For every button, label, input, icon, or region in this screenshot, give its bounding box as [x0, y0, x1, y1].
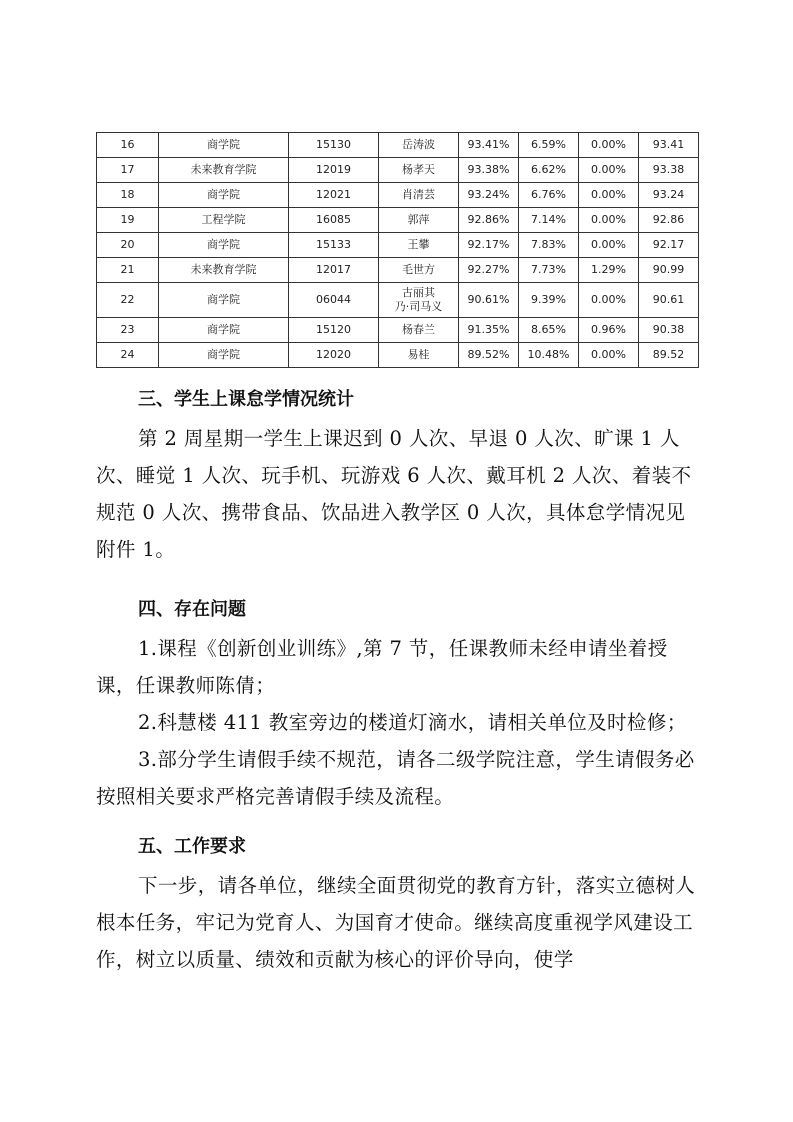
name-line: 易桂	[407, 348, 430, 361]
section4-heading: 四、存在问题	[138, 599, 246, 620]
table-row	[97, 318, 699, 343]
cell-rate2: 6.59%	[519, 133, 579, 158]
cell-rate3: 0.00%	[579, 208, 639, 233]
cell-score: 92.86	[639, 208, 699, 233]
cell-name	[379, 208, 459, 233]
cell-rate2: 7.73%	[519, 258, 579, 283]
cell-college: 商学院	[159, 318, 289, 343]
cell-college: 商学院	[159, 183, 289, 208]
cell-rate1: 93.38%	[459, 158, 519, 183]
cell-name	[379, 158, 459, 183]
cell-id: 12021	[289, 183, 379, 208]
name-line: 杨孝天	[402, 163, 435, 176]
name-line: 肖清芸	[402, 188, 435, 201]
cell-college: 商学院	[159, 233, 289, 258]
cell-id: 12017	[289, 258, 379, 283]
cell-score: 90.61	[639, 283, 699, 318]
cell-rank: 20	[97, 233, 159, 258]
name-line: 乃·司马义	[394, 300, 443, 313]
cell-rate2: 7.83%	[519, 233, 579, 258]
cell-rate1: 93.24%	[459, 183, 519, 208]
cell-score: 90.38	[639, 318, 699, 343]
cell-college: 未来教育学院	[159, 258, 289, 283]
cell-rate3: 1.29%	[579, 258, 639, 283]
table-row	[97, 183, 699, 208]
cell-rank: 17	[97, 158, 159, 183]
cell-rate2: 6.62%	[519, 158, 579, 183]
section4-item-2: 2.科慧楼 411 教室旁边的楼道灯滴水，请相关单位及时检修；	[138, 711, 687, 734]
name-line: 古丽其	[402, 286, 435, 299]
table-row	[97, 133, 699, 158]
cell-id: 15133	[289, 233, 379, 258]
cell-id: 12020	[289, 343, 379, 368]
cell-college: 商学院	[159, 343, 289, 368]
cell-rate3: 0.00%	[579, 343, 639, 368]
section5-heading: 五、工作要求	[138, 836, 246, 857]
cell-score: 89.52	[639, 343, 699, 368]
cell-name	[379, 343, 459, 368]
cell-name	[379, 233, 459, 258]
section3-heading: 三、学生上课怠学情况统计	[138, 389, 354, 410]
cell-name	[379, 133, 459, 158]
name-line: 岳涛波	[402, 138, 435, 151]
name-line: 毛世方	[402, 263, 435, 276]
cell-rank: 19	[97, 208, 159, 233]
cell-id: 12019	[289, 158, 379, 183]
table-body	[97, 133, 699, 368]
cell-rate1: 89.52%	[459, 343, 519, 368]
cell-name	[379, 283, 459, 318]
cell-id: 06044	[289, 283, 379, 318]
cell-rate1: 93.41%	[459, 133, 519, 158]
table-row	[97, 258, 699, 283]
cell-rate2: 7.14%	[519, 208, 579, 233]
cell-rate3: 0.00%	[579, 233, 639, 258]
cell-rate2: 10.48%	[519, 343, 579, 368]
cell-rank: 22	[97, 283, 159, 318]
cell-rank: 24	[97, 343, 159, 368]
cell-rate1: 92.27%	[459, 258, 519, 283]
cell-id: 15130	[289, 133, 379, 158]
cell-rank: 18	[97, 183, 159, 208]
cell-id: 16085	[289, 208, 379, 233]
cell-college: 工程学院	[159, 208, 289, 233]
cell-rate3: 0.00%	[579, 183, 639, 208]
cell-rate1: 92.86%	[459, 208, 519, 233]
table-row	[97, 233, 699, 258]
cell-rate1: 91.35%	[459, 318, 519, 343]
section4-item-1: 1.课程《创新创业训练》,第 7 节，任课教师未经申请坐着授课，任课教师陈倩；	[96, 637, 668, 697]
cell-college: 未来教育学院	[159, 158, 289, 183]
cell-score: 93.24	[639, 183, 699, 208]
cell-score: 93.41	[639, 133, 699, 158]
table-row	[97, 283, 699, 318]
cell-score: 93.38	[639, 158, 699, 183]
cell-rank: 21	[97, 258, 159, 283]
table-row	[97, 158, 699, 183]
cell-rate2: 8.65%	[519, 318, 579, 343]
cell-rate2: 6.76%	[519, 183, 579, 208]
section4-item-3: 3.部分学生请假手续不规范，请各二级学院注意，学生请假务必按照相关要求严格完善请假手续及流程。	[96, 748, 695, 808]
cell-rate1: 90.61%	[459, 283, 519, 318]
cell-college: 商学院	[159, 133, 289, 158]
cell-name	[379, 318, 459, 343]
cell-college: 商学院	[159, 283, 289, 318]
cell-score: 90.99	[639, 258, 699, 283]
statistics-table	[96, 132, 699, 368]
table-row	[97, 343, 699, 368]
section3-paragraph: 第 2 周星期一学生上课迟到 0 人次、早退 0 人次、旷课 1 人次、睡觉 1 人次、玩手机、玩游戏 6 人次、戴耳机 2 人次、着装不规范 0 人次、携带食品、饮品进入教学区 0 人次，具体怠学情况见附件 1。	[96, 427, 692, 561]
cell-id: 15120	[289, 318, 379, 343]
name-line: 王攀	[407, 238, 430, 251]
cell-rate1: 92.17%	[459, 233, 519, 258]
cell-rate3: 0.00%	[579, 283, 639, 318]
cell-rate2: 9.39%	[519, 283, 579, 318]
section5-paragraph: 下一步，请各单位，继续全面贯彻党的教育方针，落实立德树人根本任务，牢记为党育人、为国育才使命。继续高度重视学风建设工作，树立以质量、绩效和贡献为核心的评价导向，使学	[96, 874, 696, 971]
table-row	[97, 208, 699, 233]
cell-rate3: 0.00%	[579, 158, 639, 183]
name-line: 郭萍	[407, 213, 430, 226]
cell-score: 92.17	[639, 233, 699, 258]
cell-rank: 16	[97, 133, 159, 158]
cell-rank: 23	[97, 318, 159, 343]
cell-name	[379, 183, 459, 208]
cell-name	[379, 258, 459, 283]
cell-rate3: 0.96%	[579, 318, 639, 343]
name-line: 杨春兰	[402, 323, 435, 336]
cell-rate3: 0.00%	[579, 133, 639, 158]
